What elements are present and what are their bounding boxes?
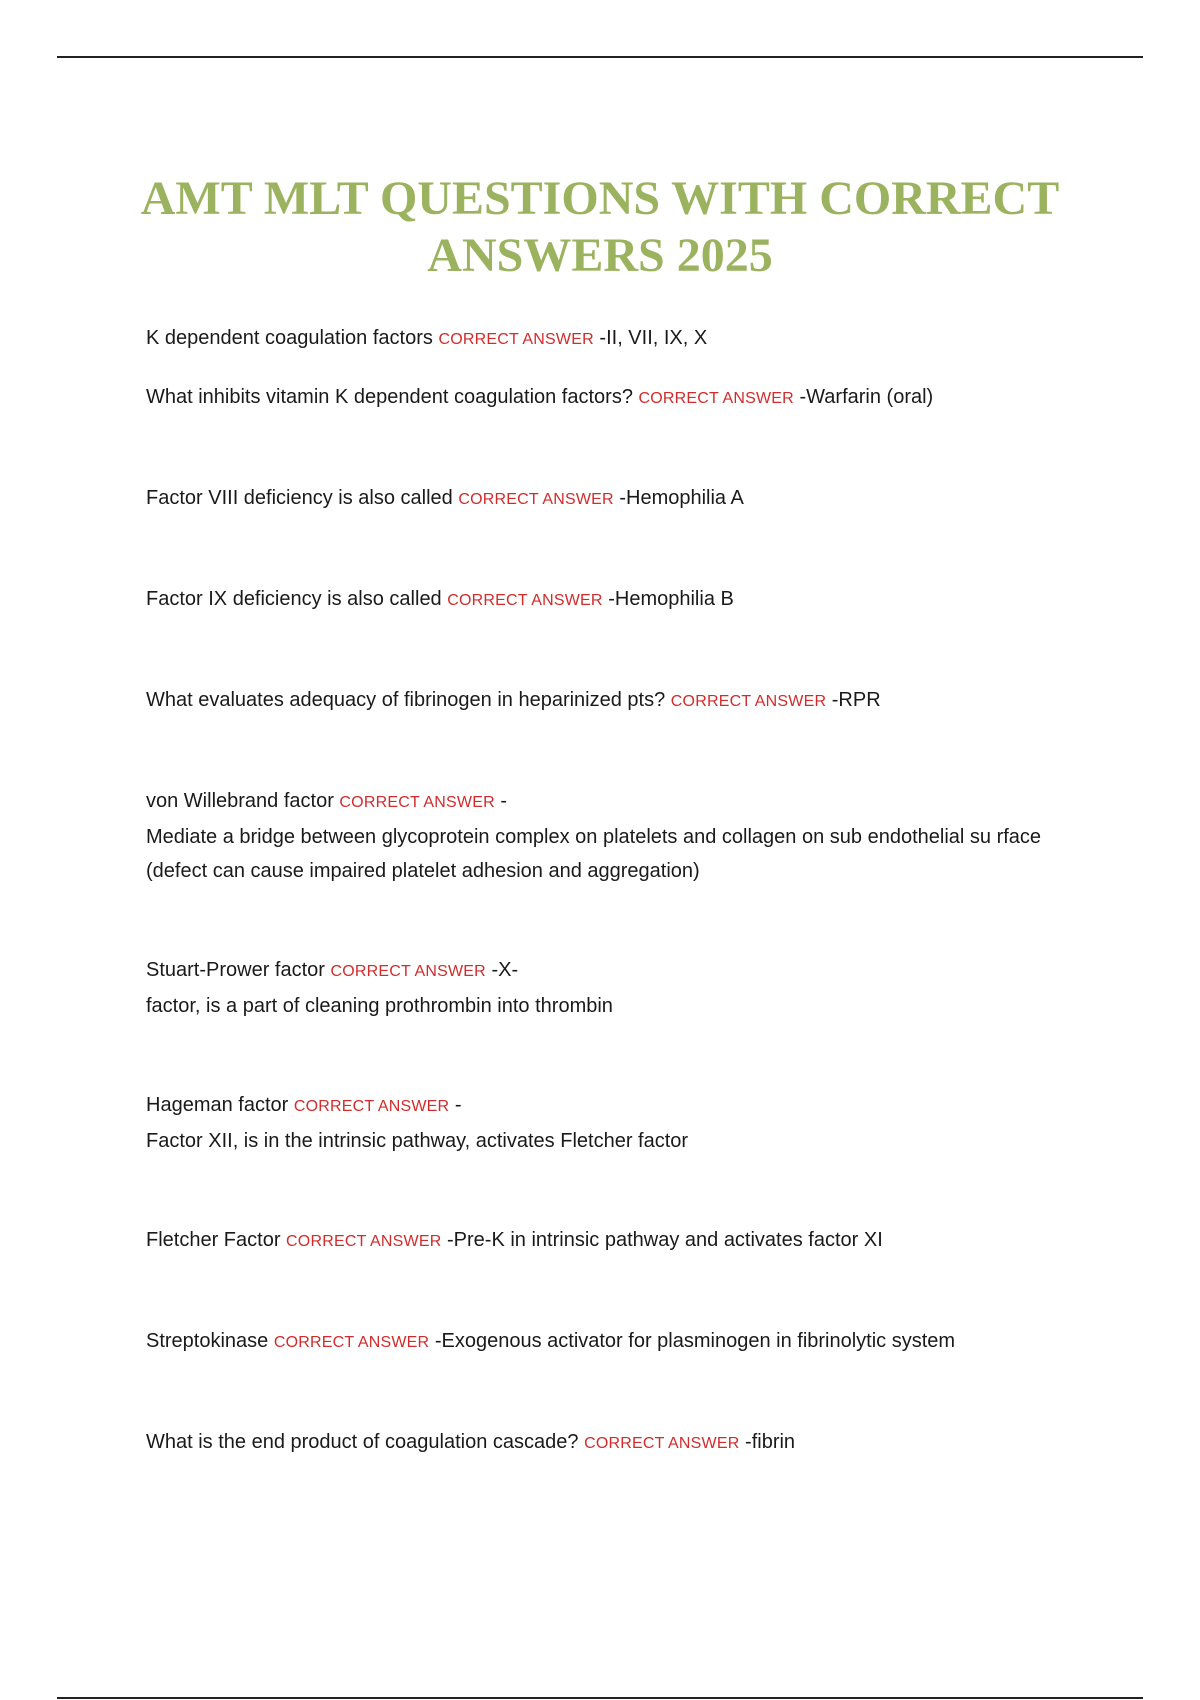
question-text: Streptokinase [146,1330,274,1352]
question-text: What is the end product of coagulation cascade? [146,1431,585,1453]
correct-answer-marker: CORRECT ANSWER [438,331,594,348]
answer-text: -Hemophilia A [613,487,744,509]
answer-text: -Exogenous activator for plasminogen in fibrinolytic system [429,1330,956,1352]
answer-continuation: Factor XII, is in the intrinsic pathway, activates Fletcher factor [146,1130,689,1152]
question-text: What evaluates adequacy of fibrinogen in heparinized pts? [146,689,671,711]
qa-item-1 [146,321,1096,357]
question-text: von Willebrand factor [146,790,340,812]
question-text: What inhibits vitamin K dependent coagulation factors? [146,386,639,408]
answer-continuation: Mediate a bridge between glycoprotein complex on platelets and collagen on sub endothelial su rface (defect can cause impaired platelet adhesion and aggregation) [146,826,1042,882]
question-text: Factor IX deficiency is also called [146,588,448,610]
qa-item-8 [146,1088,1096,1158]
top-rule [57,56,1143,58]
question-text: Hageman factor [146,1094,294,1116]
question-text: Fletcher Factor [146,1229,287,1251]
answer-text: - [449,1094,462,1116]
qa-item-5 [146,683,1096,719]
correct-answer-marker: CORRECT ANSWER [330,963,486,980]
correct-answer-marker: CORRECT ANSWER [273,1334,430,1351]
correct-answer-marker: CORRECT ANSWER [447,592,603,609]
correct-answer-marker: CORRECT ANSWER [458,491,614,508]
answer-text: - [494,790,508,812]
bottom-rule [57,1697,1143,1699]
question-text: K dependent coagulation factors [146,327,439,349]
question-text: Factor VIII deficiency is also called [146,487,459,509]
answer-text: -II, VII, IX, X [593,327,708,349]
answer-text: -Pre-K in intrinsic pathway and activates factor XI [441,1229,883,1251]
qa-item-2 [146,380,1096,416]
correct-answer-marker: CORRECT ANSWER [638,390,794,407]
correct-answer-marker: CORRECT ANSWER [339,794,495,811]
answer-text: -Warfarin (oral) [793,386,934,408]
answer-text: -fibrin [739,1431,796,1453]
correct-answer-marker: CORRECT ANSWER [670,693,827,710]
correct-answer-marker: CORRECT ANSWER [286,1233,442,1250]
qa-item-9 [146,1223,1096,1259]
question-text: Stuart-Prower factor [146,959,331,981]
qa-item-7 [146,953,1096,1023]
answer-text: -X- [485,959,519,981]
qa-item-10 [146,1324,1096,1360]
qa-item-6 [146,784,1096,888]
qa-item-4 [146,582,1096,618]
qa-item-11 [146,1425,1096,1461]
document-title: AMT MLT QUESTIONS WITH CORRECT ANSWERS 2025 [140,172,1060,282]
qa-item-3 [146,481,1096,517]
answer-continuation: factor, is a part of cleaning prothrombin into thrombin [146,995,613,1017]
correct-answer-marker: CORRECT ANSWER [293,1098,450,1115]
answer-text: -Hemophilia B [602,588,734,610]
correct-answer-marker: CORRECT ANSWER [584,1435,740,1452]
answer-text: -RPR [826,689,881,711]
